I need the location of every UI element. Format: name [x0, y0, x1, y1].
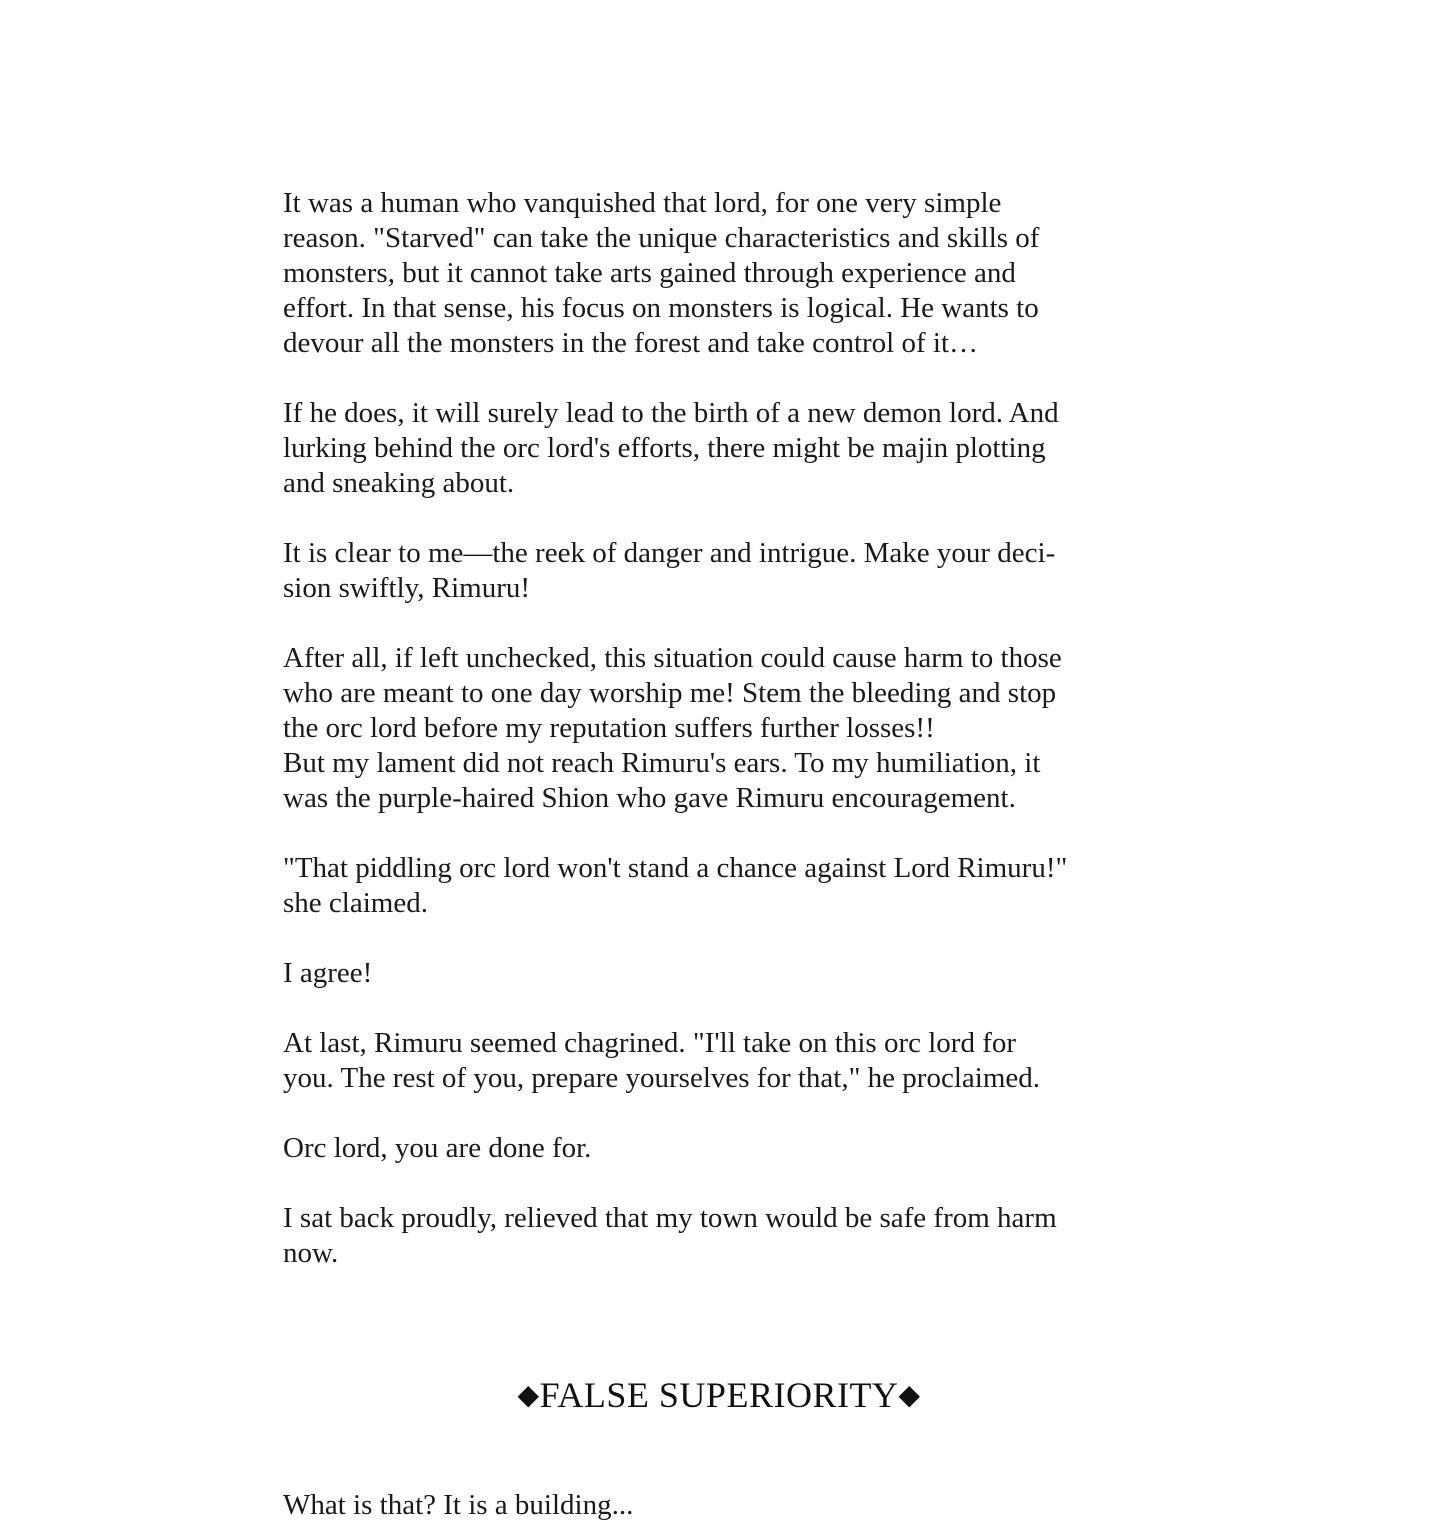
paragraph-1: It was a human who vanquished that lord, for one very simple reason. "Starved" can take the unique characteristics and skills of monsters, but it cannot take arts gained through experience and effort. In that sense, his focus on monsters is logical. He wants to devour all the monsters in the forest and take control of it… — [283, 187, 1040, 359]
paragraph-3: It is clear to me—the reek of danger and intrigue. Make your deci- sion swiftly, Rimuru! — [283, 537, 1056, 604]
text-body — [283, 186, 1163, 1306]
section-heading — [0, 1374, 1438, 1416]
diamond-left-icon: ◆ — [517, 1380, 540, 1411]
section-heading-text: FALSE SUPERIORITY — [539, 1375, 899, 1415]
paragraph-7: I agree! — [283, 957, 373, 989]
paragraph-10: I sat back proudly, relieved that my town would be safe from harm now. — [283, 1202, 1057, 1269]
paragraph-4: After all, if left unchecked, this situation could cause harm to those who are meant to one day worship me! Stem the bleeding and stop the orc lord before my reputation suffers further losses!! — [283, 642, 1062, 744]
paragraph-6: "That piddling orc lord won't stand a chance against Lord Rimuru!" she claimed. — [283, 852, 1068, 919]
cutoff-text-line: What is that? It is a building... — [283, 1489, 634, 1521]
paragraph-8: At last, Rimuru seemed chagrined. "I'll take on this orc lord for you. The rest of you, prepare yourselves for that," he proclaimed. — [283, 1027, 1041, 1094]
paragraph-5: But my lament did not reach Rimuru's ears. To my humiliation, it was the purple-haired Shion who gave Rimuru encouragement. — [283, 747, 1041, 814]
diamond-right-icon: ◆ — [898, 1380, 921, 1411]
paragraph-9: Orc lord, you are done for. — [283, 1132, 592, 1164]
paragraph-2: If he does, it will surely lead to the birth of a new demon lord. And lurking behind the orc lord's efforts, there might be majin plotting and sneaking about. — [283, 397, 1059, 499]
